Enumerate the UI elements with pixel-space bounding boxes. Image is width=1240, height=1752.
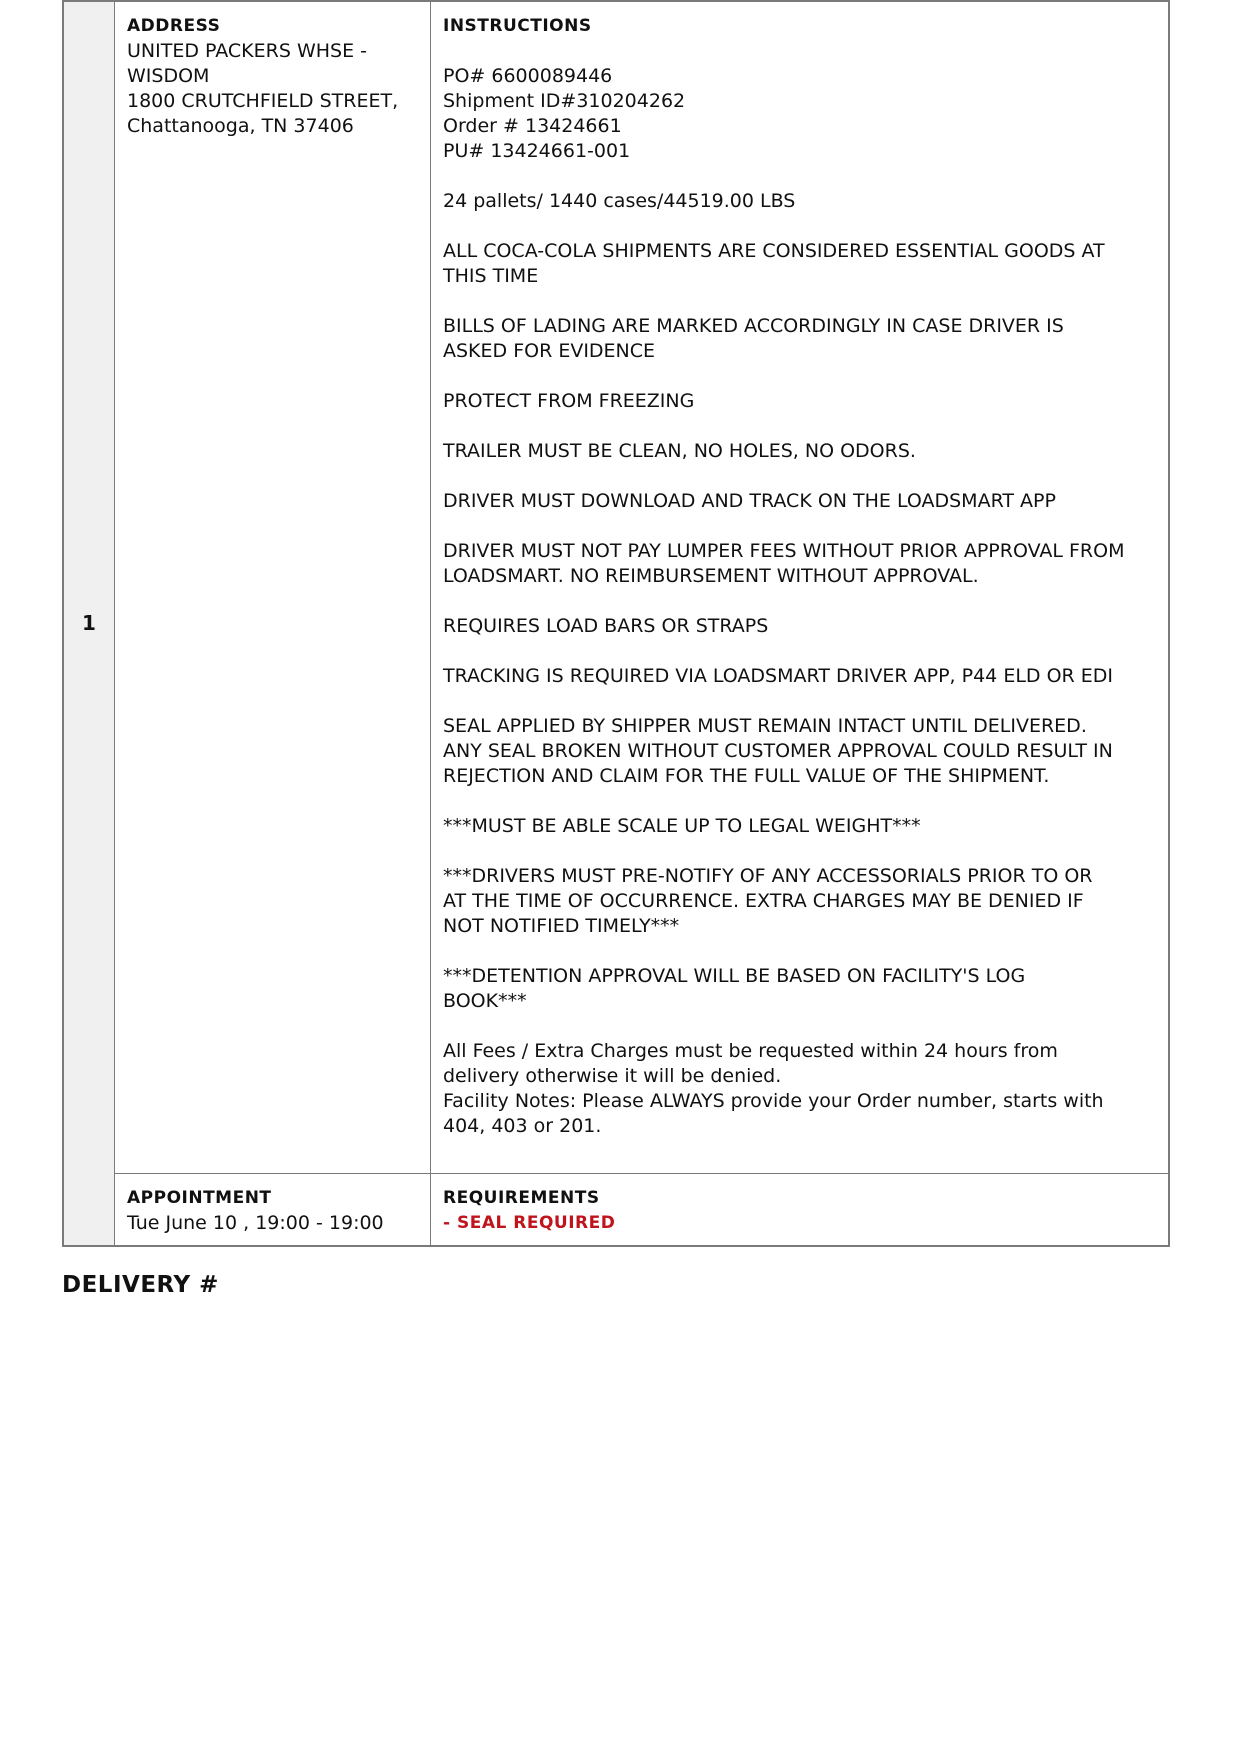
instruction-line: ALL COCA-COLA SHIPMENTS ARE CONSIDERED ESSENTIAL GOODS AT bbox=[443, 240, 1105, 262]
instruction-line: 404, 403 or 201. bbox=[443, 1115, 602, 1137]
instruction-line: THIS TIME bbox=[443, 265, 539, 287]
instruction-paragraph bbox=[443, 664, 1128, 689]
address-block bbox=[127, 39, 418, 139]
instruction-paragraph bbox=[443, 964, 1128, 1014]
address-line: Chattanooga, TN 37406 bbox=[127, 115, 354, 137]
instructions-body bbox=[443, 64, 1128, 1139]
requirements-label: REQUIREMENTS bbox=[443, 1188, 600, 1208]
address-label: ADDRESS bbox=[127, 16, 221, 36]
instruction-line: delivery otherwise it will be denied. bbox=[443, 1065, 782, 1087]
address-cell bbox=[115, 1, 431, 1174]
instruction-line: PROTECT FROM FREEZING bbox=[443, 390, 695, 412]
instruction-line: PO# 6600089446 bbox=[443, 65, 613, 87]
instruction-line: LOADSMART. NO REIMBURSEMENT WITHOUT APPROVAL. bbox=[443, 565, 979, 587]
appointment-value: Tue June 10 , 19:00 - 19:00 bbox=[127, 1212, 384, 1234]
instruction-line: TRACKING IS REQUIRED VIA LOADSMART DRIVER APP, P44 ELD OR EDI bbox=[443, 665, 1114, 687]
instruction-line: All Fees / Extra Charges must be requested within 24 hours from bbox=[443, 1040, 1058, 1062]
instruction-line: REJECTION AND CLAIM FOR THE FULL VALUE OF THE SHIPMENT. bbox=[443, 765, 1050, 787]
instruction-paragraph bbox=[443, 239, 1128, 289]
stop-number-cell bbox=[63, 1, 115, 1246]
instruction-paragraph bbox=[443, 189, 1128, 214]
instruction-paragraph bbox=[443, 864, 1128, 939]
stop-number: 1 bbox=[82, 610, 96, 635]
instructions-cell bbox=[431, 1, 1170, 1174]
instruction-line: ***DRIVERS MUST PRE-NOTIFY OF ANY ACCESSORIALS PRIOR TO OR bbox=[443, 865, 1093, 887]
instruction-line: REQUIRES LOAD BARS OR STRAPS bbox=[443, 615, 769, 637]
instruction-paragraph bbox=[443, 489, 1128, 514]
instructions-label: INSTRUCTIONS bbox=[443, 16, 592, 36]
appointment-cell bbox=[115, 1174, 431, 1247]
pickup-stop-table bbox=[62, 0, 1170, 1247]
instruction-line: PU# 13424661-001 bbox=[443, 140, 631, 162]
instruction-line: Order # 13424661 bbox=[443, 115, 622, 137]
requirements-cell bbox=[431, 1174, 1170, 1247]
appointment-label: APPOINTMENT bbox=[127, 1188, 272, 1208]
instruction-line: NOT NOTIFIED TIMELY*** bbox=[443, 915, 680, 937]
address-line: WISDOM bbox=[127, 65, 210, 87]
instruction-line: ***DETENTION APPROVAL WILL BE BASED ON FACILITY'S LOG bbox=[443, 965, 1026, 987]
instruction-paragraph bbox=[443, 539, 1128, 589]
instruction-line: BOOK*** bbox=[443, 990, 527, 1012]
instruction-line: ***MUST BE ABLE SCALE UP TO LEGAL WEIGHT*** bbox=[443, 815, 921, 837]
instruction-line: DRIVER MUST DOWNLOAD AND TRACK ON THE LOADSMART APP bbox=[443, 490, 1056, 512]
instruction-line: BILLS OF LADING ARE MARKED ACCORDINGLY IN CASE DRIVER IS bbox=[443, 315, 1064, 337]
instruction-line: TRAILER MUST BE CLEAN, NO HOLES, NO ODORS. bbox=[443, 440, 916, 462]
instruction-paragraph bbox=[443, 614, 1128, 639]
stop-main-row bbox=[63, 1, 1169, 1174]
instruction-paragraph bbox=[443, 314, 1128, 364]
instruction-line: ASKED FOR EVIDENCE bbox=[443, 340, 656, 362]
instruction-line: Shipment ID#310204262 bbox=[443, 90, 686, 112]
instruction-paragraph bbox=[443, 1039, 1128, 1139]
instruction-paragraph bbox=[443, 389, 1128, 414]
stop-appointment-row bbox=[63, 1174, 1169, 1247]
instruction-paragraph bbox=[443, 814, 1128, 839]
instruction-line: Facility Notes: Please ALWAYS provide your Order number, starts with bbox=[443, 1090, 1104, 1112]
instruction-line: SEAL APPLIED BY SHIPPER MUST REMAIN INTACT UNTIL DELIVERED. bbox=[443, 715, 1087, 737]
instruction-line: AT THE TIME OF OCCURRENCE. EXTRA CHARGES MAY BE DENIED IF bbox=[443, 890, 1084, 912]
instruction-paragraph bbox=[443, 64, 1128, 164]
address-line: 1800 CRUTCHFIELD STREET, bbox=[127, 90, 399, 112]
instruction-paragraph bbox=[443, 439, 1128, 464]
delivery-section-heading: DELIVERY # bbox=[62, 1272, 219, 1298]
instruction-paragraph bbox=[443, 714, 1128, 789]
instruction-line: ANY SEAL BROKEN WITHOUT CUSTOMER APPROVAL COULD RESULT IN bbox=[443, 740, 1113, 762]
instruction-line: DRIVER MUST NOT PAY LUMPER FEES WITHOUT PRIOR APPROVAL FROM bbox=[443, 540, 1125, 562]
instruction-line: 24 pallets/ 1440 cases/44519.00 LBS bbox=[443, 190, 796, 212]
requirement-item: - SEAL REQUIRED bbox=[443, 1213, 616, 1233]
address-line: UNITED PACKERS WHSE - bbox=[127, 40, 367, 62]
